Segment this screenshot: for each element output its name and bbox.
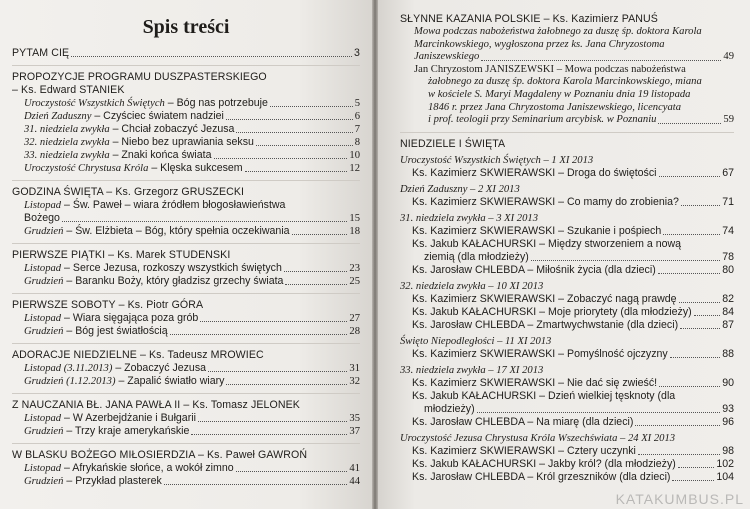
page-number: 80 [722, 263, 734, 276]
page-number: 88 [722, 347, 734, 360]
leader-dots [200, 321, 347, 322]
sermon-title: Ks. Kazimierz SKWIERAWSKI – Nie dać się zwieść! [412, 376, 658, 389]
toc-entry [12, 149, 360, 162]
liturgical-day: 33. niedziela zwykła – 17 XI 2013 [400, 364, 544, 376]
leader-dots [658, 123, 721, 124]
leader-dots [681, 205, 720, 206]
sermon-title: Ks. Kazimierz SKWIERAWSKI – Pomyślność ojczyzny [412, 347, 668, 360]
liturgical-day: 31. niedziela zwykła – 3 XI 2013 [400, 212, 538, 224]
entry-title: – Serce Jezusa, rozkoszy wszystkich świętych [61, 262, 282, 274]
page-number: 5 [354, 98, 360, 109]
toc-entry [12, 412, 360, 425]
leader-dots [226, 384, 347, 385]
toc-title: Spis treści [142, 16, 230, 38]
sermon-title: Ks. Jarosław CHLEBDA – Król grzeszników (dla dzieci) [412, 470, 671, 483]
section-heading: PROPOZYCJE PROGRAMU DUSZPASTERSKIEGO [12, 71, 267, 83]
famous-item-1-line: Marcinkowskiego, wygłoszona przez ks. Jana Chryzostoma [414, 38, 665, 50]
famous-item-2-line: Jan Chryzostom JANISZEWSKI – Mowa podczas nabożeństwa [414, 63, 686, 75]
toc-entry [12, 97, 360, 110]
entry-label: Dzień Zaduszny [24, 111, 92, 122]
liturgical-day: 32. niedziela zwykła – 10 XI 2013 [400, 280, 544, 292]
entry-title: – Św. Elżbieta – Bóg, który spełnia oczekiwania [63, 225, 290, 237]
left-page [0, 0, 372, 509]
toc-sections [12, 47, 360, 488]
toc-entry [12, 362, 360, 375]
leader-dots [270, 106, 353, 107]
entry-label: Uroczystość Wszystkich Świętych [24, 98, 165, 109]
entry-text [24, 325, 168, 338]
sermon-entry [400, 458, 734, 471]
leader-dots [191, 434, 347, 435]
leader-dots [208, 371, 347, 372]
leader-dots [226, 119, 353, 120]
leader-dots [658, 273, 720, 274]
sermon-title: Ks. Kazimierz SKWIERAWSKI – Droga do świętości [412, 166, 657, 179]
page-number: 71 [722, 195, 734, 208]
entry-title: – Czyściec światem nadziei [91, 110, 224, 122]
entry-label: 33. niedziela zwykła [24, 150, 110, 161]
leader-dots [679, 302, 721, 303]
toc-section [12, 443, 360, 488]
toc-section [12, 343, 360, 388]
sermon-entry [400, 293, 734, 306]
page-number: 98 [722, 444, 734, 457]
entry-title: – Trzy kraje amerykańskie [63, 425, 190, 437]
leader-dots [284, 271, 348, 272]
sermon-title: Ks. Kazimierz SKWIERAWSKI – Szukanie i pośpiech [412, 224, 662, 237]
toc-entry [12, 199, 360, 212]
sermon-entry-continuation [400, 403, 734, 416]
page-number: 27 [349, 313, 360, 324]
toc-entry [12, 425, 360, 438]
liturgical-day: Święto Niepodległości – 11 XI 2013 [400, 335, 552, 347]
entry-title: – Wiara sięgająca poza grób [61, 312, 199, 324]
entry-title: – Św. Paweł – wiara źródłem błogosławieństwa [61, 199, 286, 211]
entry-text [24, 110, 224, 123]
entry-text [24, 462, 234, 475]
section-heading: Z NAUCZANIA BŁ. JANA PAWŁA II – Ks. Tomasz JELONEK [12, 399, 300, 411]
leader-dots [638, 454, 720, 455]
entry-title: – Baranku Boży, który gładzisz grzechy świata [63, 275, 284, 287]
entry-label: Listopad [24, 313, 62, 324]
toc-entry [12, 462, 360, 475]
sermon-entry: Ks. Jakub KAŁACHURSKI – Między stworzeniem a nową [412, 237, 682, 250]
sermon-title: Ks. Kazimierz SKWIERAWSKI – Cztery uczynki [412, 444, 636, 457]
sermon-title: Ks. Jakub KAŁACHURSKI – Jakby król? (dla młodzieży) [412, 457, 676, 470]
page-number: 7 [354, 124, 360, 135]
section-heading: NIEDZIELE I ŚWIĘTA [400, 137, 506, 150]
page-number: 102 [716, 457, 734, 470]
leader-dots [635, 425, 720, 426]
page-number: 25 [349, 276, 360, 287]
page-number: 87 [722, 318, 734, 331]
sermon-title: Ks. Kazimierz SKWIERAWSKI – Zobaczyć nagą prawdę [412, 292, 677, 305]
toc-entry [12, 375, 360, 388]
sermon-title: Ks. Jarosław CHLEBDA – Zmartwychwstanie (dla dzieci) [412, 318, 679, 331]
famous-sermons-section [400, 13, 734, 127]
entry-title: – Klęska sukcesem [148, 162, 243, 174]
sermon-entry [400, 416, 734, 429]
sermon-entry [400, 306, 734, 319]
page-number: 44 [349, 476, 360, 487]
sundays-section [400, 132, 734, 484]
toc-entry [12, 275, 360, 288]
entry-text [24, 123, 234, 136]
page-number: 23 [349, 263, 360, 274]
entry-label: Listopad [24, 263, 62, 274]
page-number: 41 [349, 463, 360, 474]
section-heading-author: – Ks. Edward STANIEK [12, 84, 125, 96]
toc-section [12, 293, 360, 338]
leader-dots [680, 328, 720, 329]
entry-label: 31. niedziela zwykła [24, 124, 110, 135]
famous-item-2-line: żałobnego za duszę śp. doktora Karola Marcinkowskiego, miana [428, 76, 702, 88]
leader-dots [663, 234, 720, 235]
sermon-title: młodzieży) [424, 402, 475, 415]
sermon-entry: Ks. Jakub KAŁACHURSKI – Dzień wielkiej tęsknoty (dla [412, 389, 676, 402]
toc-section [12, 393, 360, 438]
page-number: 78 [722, 250, 734, 263]
sermon-entry [400, 319, 734, 332]
watermark: KATAKUMBUS.PL [615, 491, 744, 507]
section-heading: PIERWSZE PIĄTKI – Ks. Marek STUDENSKI [12, 249, 231, 261]
entry-label: Grudzień [24, 226, 64, 237]
leader-dots [670, 357, 721, 358]
leader-dots [285, 284, 347, 285]
entry-title: – Znaki końca świata [109, 149, 212, 161]
entry-text [24, 425, 189, 438]
entry-title: – Zobaczyć Jezusa [112, 362, 207, 374]
page-number: 49 [723, 51, 734, 63]
leader-dots [672, 480, 714, 481]
entry-label: 32. niedziela zwykła [24, 137, 110, 148]
sermon-entry [400, 445, 734, 458]
page-number: 90 [722, 376, 734, 389]
section-heading: W BLASKU BOŻEGO MIŁOSIERDZIA – Ks. Paweł GAWROŃ [12, 449, 308, 461]
page-number: 18 [349, 226, 360, 237]
entry-text [24, 149, 212, 162]
leader-dots [659, 386, 720, 387]
page-number: 28 [349, 326, 360, 337]
entry-label: Uroczystość Chrystusa Króla [24, 163, 149, 174]
sermon-title: Ks. Jarosław CHLEBDA – Miłośnik życia (dla dzieci) [412, 263, 656, 276]
page-number: 8 [354, 137, 360, 148]
leader-dots [245, 171, 348, 172]
famous-item-2 [400, 64, 734, 127]
liturgical-day: Dzień Zaduszny – 2 XI 2013 [400, 183, 520, 195]
leader-dots [62, 221, 347, 222]
entry-text [24, 312, 198, 325]
leader-dots [236, 132, 352, 133]
toc-section [12, 180, 360, 238]
toc-entry [12, 312, 360, 325]
famous-item-1-line: Janiszewskiego [414, 51, 480, 63]
entry-label: Grudzień [24, 476, 64, 487]
sermon-entry [400, 377, 734, 390]
sermon-entry [400, 348, 734, 361]
leader-dots [256, 145, 353, 146]
entry-label: Grudzień [24, 276, 64, 287]
section-heading-row [12, 47, 360, 60]
toc-section [12, 47, 360, 60]
entry-text [24, 362, 206, 375]
sermon-title: ziemią (dla młodzieży) [424, 250, 529, 263]
toc-entry [12, 325, 360, 338]
liturgical-day: Uroczystość Jezusa Chrystusa Króla Wszechświata – 24 XI 2013 [400, 432, 676, 444]
page-number: 12 [349, 163, 360, 174]
sunday-groups [400, 154, 734, 484]
page-number: 82 [722, 292, 734, 305]
section-heading: SŁYNNE KAZANIA POLSKIE – Ks. Kazimierz PANUŚ [400, 13, 658, 25]
leader-dots [477, 412, 721, 413]
famous-item-2-line: w kościele S. Maryi Magdaleny w Poznaniu dnia 19 listopada [428, 88, 691, 100]
page-number: 10 [349, 150, 360, 161]
entry-label: Listopad [24, 413, 62, 424]
famous-item-2-line: 1846 r. przez Jana Chryzostoma Janiszewskiego, licencyata [428, 101, 682, 113]
page-number: 84 [722, 305, 734, 318]
section-heading: ADORACJE NIEDZIELNE – Ks. Tadeusz MROWIEC [12, 349, 264, 361]
entry-label: Listopad (3.11.2013) [24, 363, 113, 374]
page-number: 37 [349, 426, 360, 437]
leader-dots [659, 176, 721, 177]
page-number: 93 [722, 402, 734, 415]
page-number: 74 [722, 224, 734, 237]
section-heading: PIERWSZE SOBOTY – Ks. Piotr GÓRA [12, 299, 204, 311]
entry-label: Listopad [24, 200, 62, 211]
leader-dots [214, 158, 348, 159]
entry-label: Grudzień (1.12.2013) [24, 376, 116, 387]
sermon-entry [400, 167, 734, 180]
page-number: 67 [722, 166, 734, 179]
entry-text [24, 136, 254, 149]
entry-label: Grudzień [24, 426, 64, 437]
leader-dots [694, 315, 721, 316]
toc-entry [12, 110, 360, 123]
sermon-entry-continuation [400, 251, 734, 264]
entry-title: Bożego [24, 212, 60, 224]
leader-dots [164, 484, 348, 485]
page-number: 104 [716, 470, 734, 483]
toc-entry [12, 123, 360, 136]
entry-text [24, 412, 196, 425]
famous-item-2-line: i prof. teologii przy Seminarium arcybisk. w Poznaniu [428, 114, 657, 126]
page-number: 15 [349, 213, 360, 224]
toc-entry [12, 262, 360, 275]
sermon-title: Ks. Jarosław CHLEBDA – Na miarę (dla dzieci) [412, 415, 634, 428]
toc-entry [12, 136, 360, 149]
entry-text [24, 275, 283, 288]
leader-dots [198, 421, 347, 422]
entry-title: – Chciał zobaczyć Jezusa [109, 123, 235, 135]
entry-title: – W Azerbejdżanie i Bułgarii [61, 412, 196, 424]
entry-label: Grudzień [24, 326, 64, 337]
entry-label: Listopad [24, 463, 62, 474]
entry-title: – Afrykańskie słońce, a wokół zimno [61, 462, 234, 474]
toc-section [12, 243, 360, 288]
entry-title: – Przykład plasterek [63, 475, 162, 487]
leader-dots [531, 260, 720, 261]
leader-dots [678, 467, 715, 468]
toc-entry [12, 162, 360, 175]
entry-text [24, 97, 268, 110]
entry-text [24, 475, 162, 488]
leader-dots [71, 56, 352, 57]
entry-title: – Bóg nas potrzebuje [164, 97, 268, 109]
page-number: 59 [723, 114, 734, 126]
page-number: 32 [349, 376, 360, 387]
toc-entry [12, 225, 360, 238]
leader-dots [170, 334, 348, 335]
sermon-entry [400, 471, 734, 484]
entry-text [24, 375, 224, 388]
entry-text [24, 225, 290, 238]
sermon-title: Ks. Jakub KAŁACHURSKI – Moje priorytety (dla młodzieży) [412, 305, 692, 318]
sermon-entry [400, 264, 734, 277]
sermon-entry [400, 225, 734, 238]
section-heading: PYTAM CIĘ [12, 47, 70, 59]
sermon-entry [400, 196, 734, 209]
famous-item-1 [400, 26, 734, 64]
famous-item-1-line: Mowa podczas nabożeństwa żałobnego za duszę śp. doktora Karola [414, 26, 702, 37]
toc-entry-continuation [12, 212, 360, 225]
leader-dots [481, 60, 721, 61]
page-number: 3 [354, 47, 360, 59]
entry-title: – Bóg jest światłością [63, 325, 168, 337]
right-page [378, 0, 750, 509]
leader-dots [292, 234, 348, 235]
section-heading: GODZINA ŚWIĘTA – Ks. Grzegorz GRUSZECKI [12, 186, 245, 198]
entry-text [24, 162, 243, 175]
page-number: 35 [349, 413, 360, 424]
entry-title: – Zapalić światło wiary [115, 375, 225, 387]
entry-text [24, 262, 282, 275]
page-number: 96 [722, 415, 734, 428]
entry-title: – Niebo bez uprawiania seksu [109, 136, 254, 148]
page-number: 31 [349, 363, 360, 374]
toc-entry [12, 475, 360, 488]
sermon-title: Ks. Kazimierz SKWIERAWSKI – Co mamy do zrobienia? [412, 195, 679, 208]
toc-section [12, 65, 360, 175]
page-number: 6 [354, 111, 360, 122]
leader-dots [236, 471, 348, 472]
liturgical-day: Uroczystość Wszystkich Świętych – 1 XI 2013 [400, 154, 594, 166]
